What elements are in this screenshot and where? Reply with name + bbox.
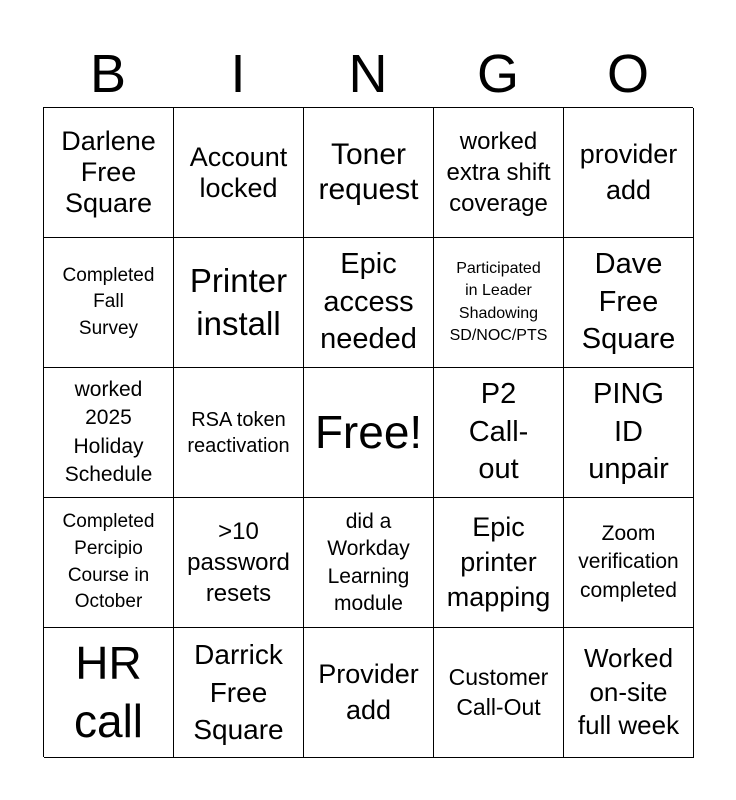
cell-text: Toner request <box>318 138 419 206</box>
cell-text: Provider add <box>318 659 419 725</box>
bingo-cell[interactable] <box>434 368 564 498</box>
cell-text: P2 Call- out <box>468 377 529 486</box>
bingo-cell[interactable] <box>304 108 434 238</box>
cell-text: Customer Call-Out <box>448 663 549 720</box>
bingo-card-grid <box>43 107 693 757</box>
bingo-cell[interactable] <box>304 628 434 758</box>
bingo-cell[interactable] <box>174 368 304 498</box>
cell-text: provider add <box>579 139 678 205</box>
cell-text: worked extra shift coverage <box>446 127 551 218</box>
bingo-cell[interactable] <box>44 108 174 238</box>
header-letter-b: B <box>89 44 127 104</box>
cell-text: Account locked <box>189 141 288 203</box>
cell-text: Printer install <box>189 261 288 342</box>
cell-text: RSA token reactivation <box>187 408 290 457</box>
cell-text: did a Workday Learning module <box>327 509 410 615</box>
bingo-cell[interactable] <box>564 108 694 238</box>
cell-text: Dave Free Square <box>581 247 676 356</box>
bingo-cell[interactable] <box>304 238 434 368</box>
cell-text: Completed Fall Survey <box>62 264 155 339</box>
cell-text: worked 2025 Holiday Schedule <box>64 377 153 486</box>
bingo-cell[interactable] <box>44 628 174 758</box>
bingo-cell[interactable] <box>564 498 694 628</box>
bingo-cell[interactable] <box>174 628 304 758</box>
bingo-cell[interactable] <box>564 238 694 368</box>
cell-text: PING ID unpair <box>588 377 669 486</box>
cell-text: Epic printer mapping <box>446 511 551 613</box>
bingo-cell[interactable] <box>564 368 694 498</box>
header-letter-o: O <box>606 44 649 104</box>
bingo-cell[interactable] <box>564 628 694 758</box>
bingo-cell[interactable] <box>44 368 174 498</box>
cell-text: Worked on-site full week <box>577 642 680 741</box>
bingo-cell[interactable] <box>434 498 564 628</box>
bingo-cell[interactable] <box>434 238 564 368</box>
cell-text: Darlene Free Square <box>61 126 156 218</box>
bingo-cell[interactable] <box>434 108 564 238</box>
cell-text: Completed Percipio Course in October <box>62 511 155 613</box>
bingo-cell[interactable] <box>44 238 174 368</box>
cell-text: Epic access needed <box>320 247 417 356</box>
header-letter-i: I <box>230 44 246 104</box>
cell-text: Zoom verification completed <box>578 521 679 602</box>
header-letter-n: N <box>348 44 388 104</box>
bingo-header <box>43 44 693 104</box>
header-letter-g: G <box>476 44 519 104</box>
cell-text: HR call <box>73 637 144 747</box>
free-space-label: Free! <box>314 406 423 459</box>
bingo-cell[interactable] <box>174 498 304 628</box>
cell-text: >10 password resets <box>187 517 290 608</box>
bingo-cell[interactable] <box>434 628 564 758</box>
cell-text: Participated in Leader Shadowing SD/NOC/PTS <box>449 259 548 344</box>
bingo-cell[interactable] <box>174 238 304 368</box>
bingo-cell[interactable] <box>304 498 434 628</box>
cell-text: Darrick Free Square <box>193 638 284 746</box>
bingo-cell[interactable] <box>44 498 174 628</box>
bingo-cell[interactable] <box>174 108 304 238</box>
free-space-cell[interactable] <box>304 368 434 498</box>
